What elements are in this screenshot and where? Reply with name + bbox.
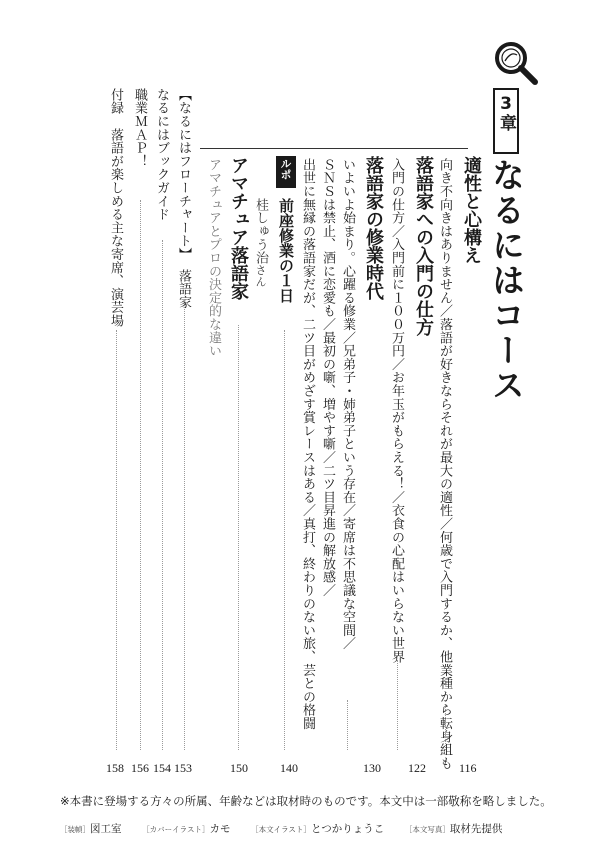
section-heading-entry: 落語家への入門の仕方 [413, 156, 434, 336]
section-subtitle-training-3: 出世に無縁の落語家だが、二ツ目がめざす賞レースはある／真打、終わりのない旅、芸との格闘 [300, 158, 315, 730]
leader-dots [116, 330, 117, 750]
appendix-bookguide: なるにはブックガイド [154, 88, 169, 221]
leader-dots [347, 700, 348, 750]
appendix-flowchart [177, 88, 190, 309]
leader-dots [140, 200, 141, 750]
chapter-number: 3章 [496, 94, 516, 131]
section-subtitle-training-1: いよいよ始まり。心躍る修業／兄弟子・姉弟子という存在／寄席は不思議な空間／ [340, 158, 355, 651]
section-subtitle-aptitude: 向き不向きはありません／落語が好きならそれが最大の適性／何歳で入門するか、他業種から転身組も [437, 158, 452, 770]
divider-line [200, 148, 468, 149]
person-honorific: さん [254, 264, 267, 288]
page-number-venues: 158 [106, 761, 124, 775]
section-heading-rupo: 前座修業の１日 [277, 198, 295, 303]
credit-label: ［本文イラスト］ [251, 825, 311, 834]
page-number-bookguide: 154 [153, 761, 171, 775]
page-number-flowchart: 153 [174, 761, 192, 775]
leader-dots [162, 240, 163, 750]
credit-value: とつかりょうこ [310, 823, 385, 835]
section-heading-aptitude: 適性と心構え [461, 156, 482, 264]
credit-value: カモ [209, 823, 231, 835]
magnifier-icon [490, 38, 542, 90]
appendix-job-map: 職業ＭＡＰ！ [132, 88, 147, 168]
page-number-training: 130 [363, 761, 381, 775]
section-subtitle-amateur: アマチュアとプロの決定的な違い [206, 158, 221, 358]
section-subtitle-entry: 入門の仕方／入門前に１００万円／お年玉がもらえる！／衣食の心配はいらない世界 [389, 158, 404, 664]
section-heading-amateur: アマチュア落語家 [228, 156, 249, 300]
page-number-rupo: 140 [280, 761, 298, 775]
page-number-entry: 122 [408, 761, 426, 775]
section-heading-training: 落語家の修業時代 [363, 156, 384, 300]
rupo-person-name [254, 198, 267, 287]
chapter-title: なるにはコース [487, 158, 526, 403]
footer-note: ※本書に登場する方々の所属、年齢などは取材時のものです。本文中は一部敬称を略しました。 [60, 794, 552, 808]
appendix-flowchart-suffix: 落語家 [176, 268, 191, 309]
credit-label: ［装幀］ [60, 825, 90, 834]
credit-value: 図工室 [90, 823, 122, 835]
leader-dots [284, 330, 285, 750]
section-subtitle-training-2: ＳＮＳは禁止、酒に恋愛も／最初の噺、増やす噺／二ツ目昇進の解放感／ [320, 158, 335, 597]
footer-credits [60, 824, 502, 835]
leader-dots [445, 705, 446, 750]
leader-dots [238, 325, 239, 750]
page-number-amateur: 150 [230, 761, 248, 775]
appendix-flowchart-label: 【なるにはフローチャート】 [176, 88, 191, 261]
rupo-badge: ルポ [276, 156, 296, 188]
leader-dots [397, 660, 398, 750]
leader-dots [184, 300, 185, 750]
credit-label: ［カバーイラスト］ [142, 825, 210, 834]
credit-value: 取材先提供 [449, 823, 503, 835]
page-number-aptitude: 116 [459, 761, 477, 775]
page-number-job-map: 156 [131, 761, 149, 775]
person-name: 桂しゅう治 [253, 198, 268, 265]
credit-label: ［本文写真］ [404, 825, 450, 834]
chapter-label [493, 88, 519, 154]
appendix-venues: 付録 落語が楽しめる主な寄席、演芸場 [108, 88, 123, 328]
